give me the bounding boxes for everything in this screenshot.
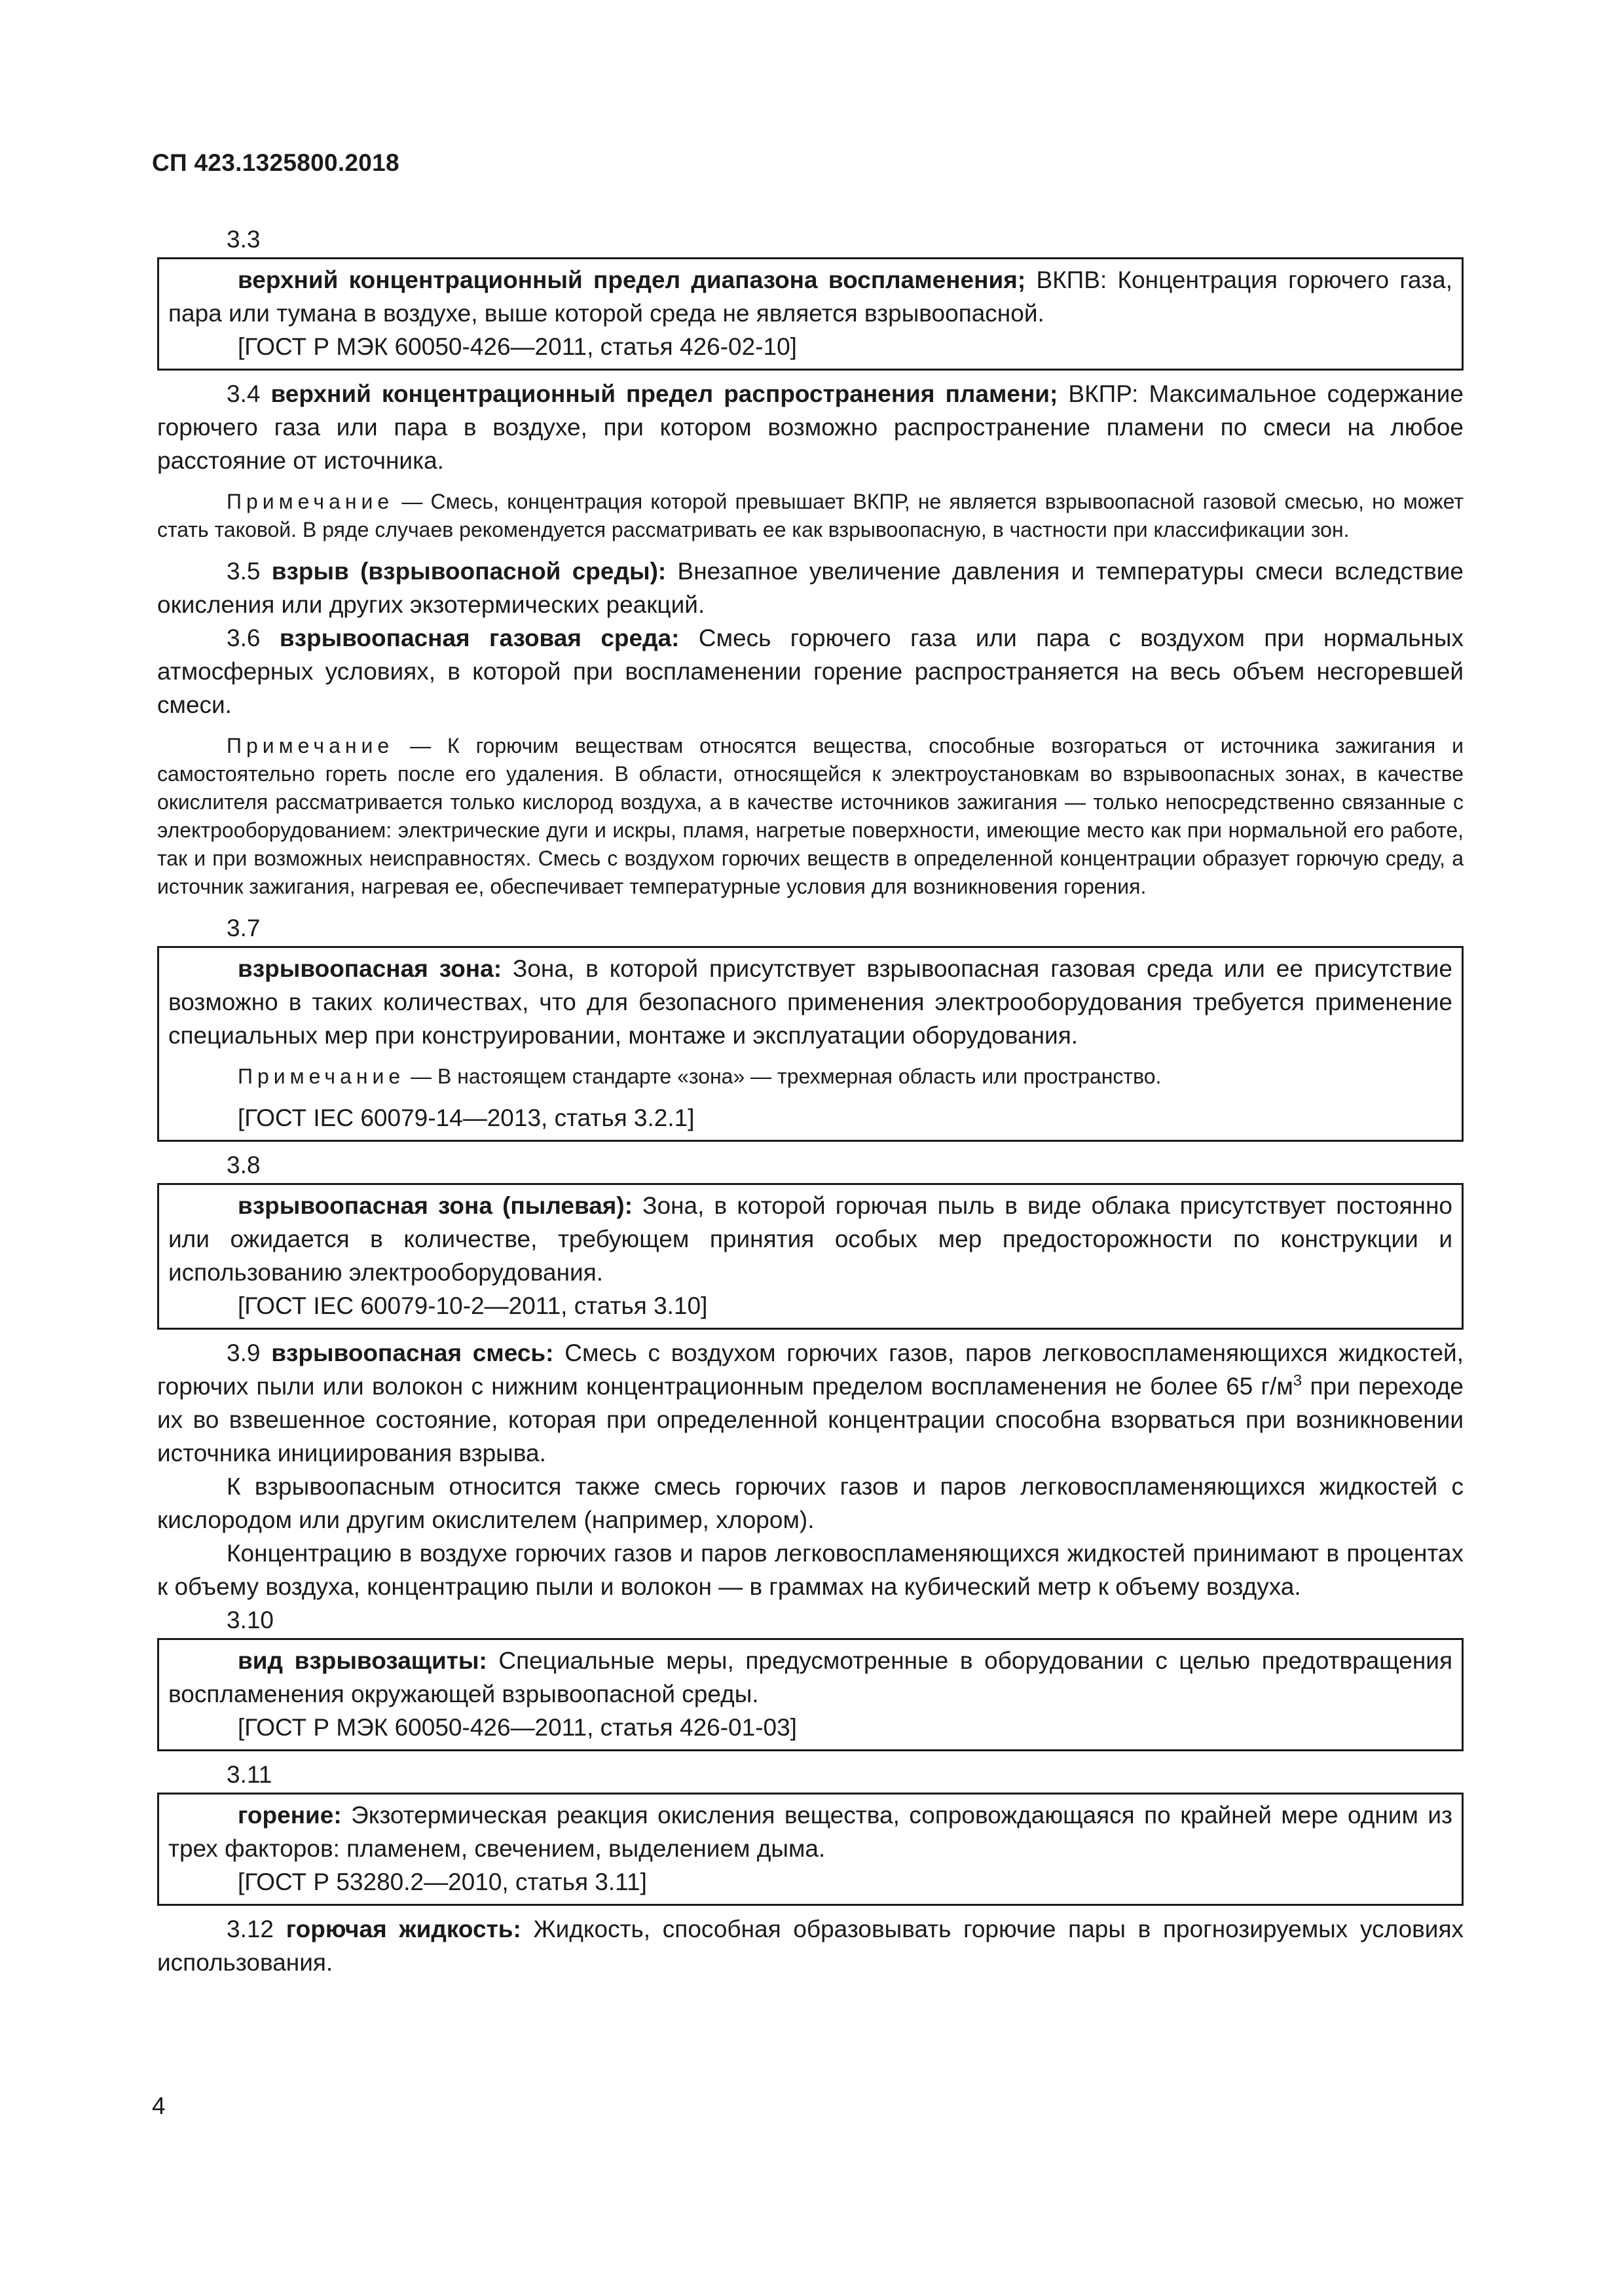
term: взрывоопасная газовая среда:: [279, 625, 680, 651]
term: верхний концентрационный предел распространения пламени;: [270, 380, 1058, 407]
definition-text: Зона, в которой горючая пыль в виде облака присутствует постоянно или ожидается в количестве, требующем принятия особых мер предосторожности по конструкции и использованию электрооборудования.: [168, 1192, 1452, 1286]
paragraph: Концентрацию в воздухе горючих газов и паров легковоспламеняющихся жидкостей принимают в процентах к объему воздуха, концентрацию пыли и волокон — в граммах на кубический метр к объему воздуха.: [157, 1540, 1464, 1600]
term: взрыв (взрывоопасной среды):: [271, 558, 667, 585]
term-source: [ГОСТ IEC 60079-14—2013, статья 3.2.1]: [238, 1104, 695, 1131]
term-definition: [168, 952, 1452, 1052]
definition-text: при переходе их во взвешенное состояние, которая при определенной концентрации способна взорваться при возникновении источника инициирования взрыва.: [157, 1373, 1464, 1467]
term-box: [157, 946, 1464, 1142]
term-source: [ГОСТ Р 53280.2—2010, статья 3.11]: [238, 1868, 647, 1895]
document-body: [157, 223, 1464, 1979]
term-box: [157, 1638, 1464, 1751]
definition-text: Экзотермическая реакция окисления вещества, сопровождающаяся по крайней мере одним из трех факторов: пламенем, свечением, выделением дыма.: [168, 1802, 1452, 1862]
entry-number: 3.8: [227, 1152, 261, 1178]
note-text: — К горючим веществам относятся вещества, способные возгораться от источника зажигания и самостоятельно гореть после его удаления. В области, относящейся к электроустановкам во взрывоопасных зонах, в качестве окислителя рассматривается только кислород воздуха, а в качестве источников зажигания — только непосредственно связанные с электрооборудованием: электрические дуги и искры, пламя, нагретые поверхности, имеющие место как при нормальной его работе, так и при возможных неисправностях. Смесь с воздухом горючих веществ в определенной концентрации образует горючую среду, а источник зажигания, нагревая ее, обеспечивает температурные условия для возникновения горения.: [157, 734, 1464, 898]
term: взрывоопасная смесь:: [271, 1339, 554, 1366]
definition-text: Внезапное увеличение давления и температуры смеси вследствие окисления или других экзотермических реакций.: [157, 558, 1464, 618]
entry-number: 3.9: [227, 1339, 261, 1366]
definition-text: ВКПВ: Концентрация горючего газа, пара или тумана в воздухе, выше которой среда не является взрывоопасной.: [168, 266, 1453, 327]
term: взрывоопасная зона (пылевая):: [238, 1192, 633, 1219]
note-text: — Смесь, концентрация которой превышает ВКПР, не является взрывоопасной газовой смесью, но может стать таковой. В ряде случаев рекомендуется рассматривать ее как взрывоопасную, в частности при классификации зон.: [157, 490, 1464, 541]
term: вид взрывозащиты:: [238, 1647, 487, 1674]
definition-text: Смесь горючего газа или пара с воздухом при нормальных атмосферных условиях, в которой при воспламенении горение распространяется на весь объем несгоревшей смеси.: [157, 625, 1464, 718]
paragraph: К взрывоопасным относится также смесь горючих газов и паров легковоспламеняющихся жидкостей с кислородом или другим окислителем (например, хлором).: [157, 1473, 1464, 1533]
note-label: Примечание: [238, 1065, 405, 1088]
term-definition: [157, 1912, 1464, 1979]
entry-number: 3.6: [227, 625, 261, 651]
term-definition: [168, 1798, 1452, 1865]
term: взрывоопасная зона:: [238, 955, 502, 982]
term-definition: [168, 1189, 1452, 1289]
term: горение:: [238, 1802, 342, 1829]
entry-number: 3.12: [227, 1916, 274, 1942]
term-box: [157, 1183, 1464, 1330]
definition-text: Специальные меры, предусмотренные в оборудовании с целью предотвращения воспламенения окружающей взрывоопасной среды.: [168, 1647, 1452, 1707]
term: верхний концентрационный предел диапазона воспламенения;: [238, 266, 1026, 293]
entry-number: 3.7: [227, 915, 261, 941]
entry-number: 3.4: [227, 380, 261, 407]
page-number: 4: [152, 2092, 166, 2119]
term-definition: [157, 621, 1464, 721]
term-definition: [157, 377, 1464, 477]
term-source: [ГОСТ Р МЭК 60050-426—2011, статья 426-01-03]: [238, 1714, 797, 1741]
definition-text: Жидкость, способная образовывать горючие пары в прогнозируемых условиях использования.: [157, 1916, 1464, 1976]
entry-number: 3.3: [227, 226, 261, 253]
definition-text: Смесь с воздухом горючих газов, паров легковоспламеняющихся жидкостей, горючих пыли или волокон с нижним концентрационным пределом воспламенения не более 65 г/м: [157, 1339, 1464, 1400]
definition-text: Зона, в которой присутствует взрывоопасная газовая среда или ее присутствие возможно в таких количествах, что для безопасного применения электрооборудования требуется применение специальных мер при конструировании, монтаже и эксплуатации оборудования.: [168, 955, 1452, 1049]
note: [157, 732, 1464, 901]
document-code: СП 423.1325800.2018: [152, 149, 399, 176]
note: [157, 488, 1464, 544]
term-box: [157, 257, 1464, 371]
term-definition: [168, 263, 1452, 330]
note: [168, 1063, 1452, 1091]
entry-number: 3.5: [227, 558, 261, 585]
note-label: Примечание: [227, 490, 394, 513]
term-box: [157, 1793, 1464, 1906]
term-definition: [157, 1336, 1464, 1470]
entry-number: 3.10: [227, 1607, 274, 1633]
term-source: [ГОСТ IEC 60079-10-2—2011, статья 3.10]: [238, 1292, 708, 1319]
entry-number: 3.11: [227, 1761, 272, 1788]
note-label: Примечание: [227, 734, 394, 757]
superscript: 3: [1293, 1372, 1302, 1390]
note-text: — В настоящем стандарте «зона» — трехмерная область или пространство.: [405, 1065, 1162, 1088]
term-definition: [157, 555, 1464, 621]
term: горючая жидкость:: [286, 1916, 521, 1942]
term-definition: [168, 1644, 1452, 1711]
term-source: [ГОСТ Р МЭК 60050-426—2011, статья 426-02-10]: [238, 333, 797, 360]
definition-text: ВКПР: Максимальное содержание горючего газа или пара в воздухе, при котором возможно распространение пламени по смеси на любое расстояние от источника.: [157, 380, 1464, 474]
